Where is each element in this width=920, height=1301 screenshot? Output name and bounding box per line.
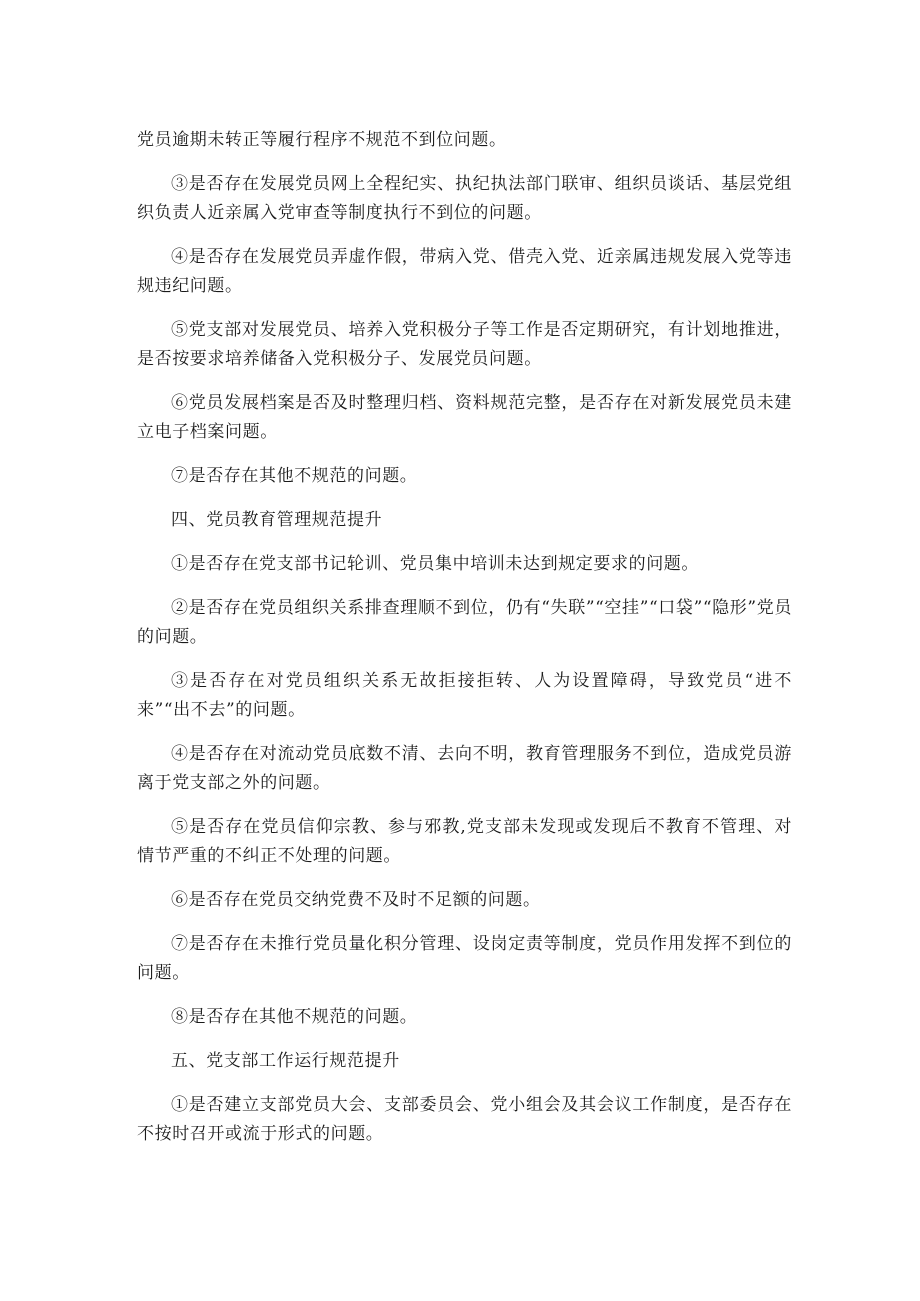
paragraph-item: ⑦是否存在其他不规范的问题。 xyxy=(171,466,418,486)
paragraph-item: ①是否存在党支部书记轮训、党员集中培训未达到规定要求的问题。 xyxy=(171,554,699,574)
document-body xyxy=(137,126,792,1164)
paragraph-item: ④是否存在发展党员弄虚作假，带病入党、借壳入党、近亲属违规发展入党等违规违纪问题。 xyxy=(137,247,792,296)
paragraph-item: ⑤党支部对发展党员、培养入党积极分子等工作是否定期研究，有计划地推进，是否按要求培养储备入党积极分子、发展党员问题。 xyxy=(137,320,792,369)
paragraph-item: ④是否存在对流动党员底数不清、去向不明，教育管理服务不到位，造成党员游离于党支部之外的问题。 xyxy=(137,744,792,793)
paragraph-item: ②是否存在党员组织关系排查理顺不到位，仍有“失联”“空挂”“口袋”“隐形”党员的问题。 xyxy=(137,598,792,647)
paragraph-item: ⑤是否存在党员信仰宗教、参与邪教,党支部未发现或发现后不教育不管理、对情节严重的不纠正不处理的问题。 xyxy=(137,817,792,866)
paragraph-item: ⑥是否存在党员交纳党费不及时不足额的问题。 xyxy=(171,890,541,910)
section-heading: 五、党支部工作运行规范提升 xyxy=(171,1051,400,1071)
paragraph-item: ⑧是否存在其他不规范的问题。 xyxy=(171,1007,418,1027)
section-heading: 四、党员教育管理规范提升 xyxy=(171,510,383,530)
paragraph-continuation: 党员逾期未转正等履行程序不规范不到位问题。 xyxy=(137,130,507,150)
paragraph-item: ①是否建立支部党员大会、支部委员会、党小组会及其会议工作制度，是否存在不按时召开或流于形式的问题。 xyxy=(137,1095,792,1144)
paragraph-item: ⑦是否存在未推行党员量化积分管理、设岗定责等制度，党员作用发挥不到位的问题。 xyxy=(137,934,792,983)
paragraph-item: ③是否存在发展党员网上全程纪实、执纪执法部门联审、组织员谈话、基层党组织负责人近亲属入党审查等制度执行不到位的问题。 xyxy=(137,174,792,223)
paragraph-item: ⑥党员发展档案是否及时整理归档、资料规范完整，是否存在对新发展党员未建立电子档案问题。 xyxy=(137,393,792,442)
paragraph-item: ③是否存在对党员组织关系无故拒接拒转、人为设置障碍，导致党员“进不来”“出不去”的问题。 xyxy=(137,671,792,720)
